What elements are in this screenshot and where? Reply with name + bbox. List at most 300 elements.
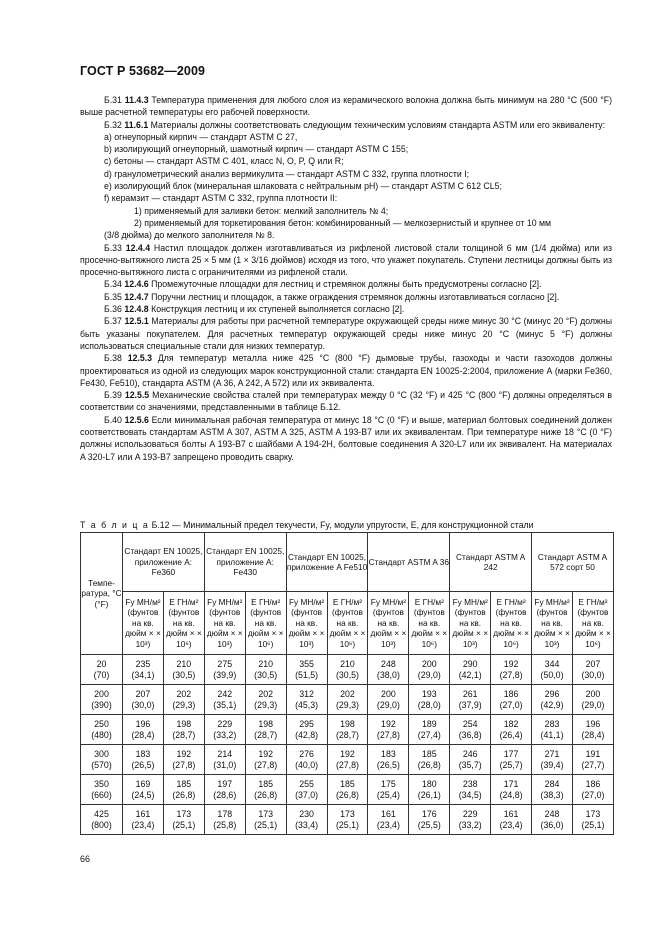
paragraph-b31 — [80, 94, 612, 119]
si-value: 173 — [258, 809, 274, 820]
imperial-value: (27,8) — [172, 759, 196, 770]
fy-value-cell — [450, 805, 491, 835]
si-value: 198 — [258, 719, 274, 730]
paragraph-b39 — [80, 389, 612, 414]
clause-text: Температура применения для любого слоя из керамического волокна должна быть минимум на 280 °С (500 °F) выше расчетной температуры его рабочей поверхности. — [80, 95, 613, 118]
imperial-value: (37,0) — [295, 789, 319, 800]
fy-value-cell — [204, 775, 245, 805]
fy-value-cell — [450, 655, 491, 685]
temperature-cell — [81, 805, 123, 835]
si-value: 283 — [544, 719, 560, 730]
imperial-value: (29,0) — [417, 669, 441, 680]
imperial-value: (29,3) — [335, 699, 359, 710]
e-value-cell — [491, 715, 532, 745]
group-header: Стандарт EN 10025, приложение A: Fe360 — [123, 533, 205, 592]
temperature-f: (70) — [93, 669, 110, 680]
imperial-value: (25,4) — [376, 789, 400, 800]
si-value: 185 — [176, 779, 192, 790]
clause-text: Поручни лестниц и площадок, а также ограждения стремянок должны изготавливаться согласно [2]. — [148, 291, 560, 302]
clause-number: Б.34 — [104, 279, 122, 290]
imperial-value: (50,0) — [540, 669, 564, 680]
si-value: 229 — [217, 719, 233, 730]
clause-ref: 12.5.1 — [124, 316, 149, 327]
si-value: 182 — [503, 719, 519, 730]
paragraph-b36 — [80, 303, 612, 315]
si-value: 261 — [462, 689, 478, 700]
e-value-cell — [163, 655, 204, 685]
fy-value-cell — [204, 745, 245, 775]
si-value: 192 — [340, 749, 355, 760]
si-value: 185 — [258, 779, 274, 790]
e-value-cell — [327, 805, 368, 835]
si-value: 200 — [421, 659, 437, 670]
si-value: 185 — [340, 779, 355, 790]
table-caption — [80, 519, 620, 531]
paragraph-b40 — [80, 414, 612, 463]
paragraph-b32 — [80, 119, 612, 131]
si-value: 296 — [544, 689, 560, 700]
fy-value-cell — [286, 775, 327, 805]
e-value-cell — [245, 715, 286, 745]
fy-value-cell — [204, 655, 245, 685]
fy-value-cell — [368, 685, 409, 715]
imperial-value: (28,7) — [335, 729, 359, 740]
clause-ref: 12.4.7 — [124, 291, 149, 302]
imperial-value: (25,1) — [172, 819, 196, 830]
imperial-value: (23,4) — [499, 819, 523, 830]
imperial-value: (26,5) — [376, 759, 400, 770]
body-text — [80, 94, 612, 463]
si-value: 210 — [176, 659, 192, 670]
imperial-value: (24,8) — [499, 789, 523, 800]
fy-value-cell — [123, 775, 164, 805]
clause-ref: 12.4.4 — [125, 242, 151, 253]
fy-header: Fy МН/м² (фунтов на кв. дюйм × × 10³) — [204, 592, 245, 655]
imperial-value: (30,5) — [254, 669, 278, 680]
imperial-value: (26,5) — [131, 759, 155, 770]
imperial-value: (27,8) — [376, 729, 400, 740]
imperial-value: (30,5) — [172, 669, 196, 680]
e-value-cell — [327, 775, 368, 805]
imperial-value: (51,5) — [295, 669, 319, 680]
imperial-value: (28,7) — [172, 729, 196, 740]
sub-list-item-continuation: (3/8 дюйма) до мелкого заполнителя № 8. — [104, 230, 275, 241]
si-value: 189 — [421, 719, 437, 730]
imperial-value: (38,3) — [540, 789, 564, 800]
e-value-cell — [327, 715, 368, 745]
table-row — [81, 805, 614, 835]
temperature-c: 20 — [96, 659, 107, 670]
clause-ref: 12.5.6 — [124, 414, 149, 425]
si-value: 193 — [421, 689, 437, 700]
imperial-value: (35,7) — [458, 759, 482, 770]
temperature-header: Темпе-ратура, °С (°F) — [81, 533, 123, 655]
e-value-cell — [572, 685, 613, 715]
clause-text: Материалы для работы при расчетной температуре окружающей среды ниже минус 30 °С (минус 20 °F) должны быть указаны покупателем. Для расчетных температур окружающей среды ниже минус 20 °С (минус 5 °F) должны использоваться специальные стали для низких температур. — [80, 316, 612, 351]
si-value: 197 — [217, 779, 233, 790]
e-value-cell — [491, 655, 532, 685]
e-value-cell — [245, 685, 286, 715]
imperial-value: (38,0) — [376, 669, 400, 680]
table-body — [81, 655, 614, 835]
imperial-value: (23,4) — [131, 819, 155, 830]
e-header: E ГН/м² (фунтов на кв. дюйм × × 10⁶) — [245, 592, 286, 655]
imperial-value: (29,0) — [376, 699, 400, 710]
clause-number: Б.31 — [104, 95, 122, 105]
clause-text: Механические свойства сталей при температурах между 0 °С (32 °F) и 425 °С (800 °F) должны определяться в соответствии со значениями, представленными в таблице Б.12. — [80, 390, 612, 413]
fy-value-cell — [532, 715, 573, 745]
clause-ref: 11.4.3 — [124, 95, 149, 105]
e-value-cell — [327, 745, 368, 775]
si-value: 192 — [176, 749, 192, 760]
si-value: 295 — [299, 719, 314, 730]
si-value: 248 — [381, 659, 396, 670]
imperial-value: (27,7) — [581, 759, 605, 770]
table-row — [81, 655, 614, 685]
imperial-value: (26,1) — [417, 789, 441, 800]
imperial-value: (37,9) — [458, 699, 482, 710]
si-value: 176 — [421, 809, 437, 820]
si-value: 344 — [544, 659, 560, 670]
list-item: c) бетоны — стандарт ASTM C 401, класс N, O, P, Q или R; — [104, 156, 344, 167]
si-value: 202 — [176, 689, 192, 700]
clause-number: Б.32 — [104, 119, 122, 130]
si-value: 192 — [258, 749, 274, 760]
imperial-value: (39,4) — [540, 759, 564, 770]
imperial-value: (27,4) — [417, 729, 441, 740]
fy-value-cell — [450, 775, 491, 805]
fy-value-cell — [532, 805, 573, 835]
paragraph-b37 — [80, 315, 612, 352]
fy-value-cell — [532, 745, 573, 775]
temperature-c: 250 — [94, 719, 109, 730]
fy-header: Fy МН/м² (фунтов на кв. дюйм × × 10³) — [532, 592, 573, 655]
imperial-value: (33,4) — [295, 819, 319, 830]
si-value: 192 — [381, 719, 396, 730]
e-value-cell — [163, 805, 204, 835]
paragraph-b38 — [80, 352, 612, 389]
e-value-cell — [409, 685, 450, 715]
e-value-cell — [572, 655, 613, 685]
si-value: 238 — [462, 779, 478, 790]
clause-ref: 11.6.1 — [124, 119, 149, 130]
si-value: 246 — [462, 749, 478, 760]
temperature-cell — [81, 685, 123, 715]
e-header: E ГН/м² (фунтов на кв. дюйм × × 10⁶) — [491, 592, 532, 655]
imperial-value: (27,8) — [254, 759, 278, 770]
page-number: 66 — [80, 854, 91, 864]
imperial-value: (30,5) — [335, 669, 359, 680]
si-value: 207 — [585, 659, 601, 670]
e-value-cell — [245, 655, 286, 685]
clause-number: Б.36 — [104, 304, 122, 315]
imperial-value: (42,1) — [458, 669, 482, 680]
imperial-value: (28,7) — [254, 729, 278, 740]
imperial-value: (29,3) — [172, 699, 196, 710]
fy-value-cell — [286, 745, 327, 775]
si-value: 196 — [135, 719, 151, 730]
e-value-cell — [409, 745, 450, 775]
fy-value-cell — [368, 655, 409, 685]
temperature-cell — [81, 745, 123, 775]
clause-number: Б.35 — [104, 291, 122, 302]
si-value: 202 — [258, 689, 274, 700]
si-value: 180 — [421, 779, 437, 790]
fy-value-cell — [368, 775, 409, 805]
e-value-cell — [163, 775, 204, 805]
clause-ref: 12.4.8 — [124, 304, 149, 315]
clause-number: Б.40 — [104, 414, 122, 425]
si-value: 210 — [340, 659, 355, 670]
table-caption-prefix: Т а б л и ц а — [80, 520, 150, 530]
si-value: 248 — [544, 809, 560, 820]
fy-value-cell — [286, 685, 327, 715]
list-item: b) изолирующий огнеупорный, шамотный кирпич — стандарт ASTM C 155; — [104, 144, 409, 155]
imperial-value: (45,3) — [295, 699, 319, 710]
sub-list-item: 1) применяемый для заливки бетон: мелкий заполнитель № 4; — [134, 205, 389, 216]
fy-value-cell — [368, 715, 409, 745]
clause-number: Б.33 — [104, 242, 122, 253]
e-value-cell — [245, 805, 286, 835]
clause-number: Б.38 — [104, 353, 122, 364]
si-value: 255 — [299, 779, 314, 790]
temperature-f: (570) — [91, 759, 112, 770]
fy-value-cell — [123, 655, 164, 685]
si-value: 200 — [381, 689, 396, 700]
si-value: 214 — [217, 749, 233, 760]
clause-ref: 12.5.5 — [124, 390, 150, 401]
e-value-cell — [245, 745, 286, 775]
si-value: 196 — [585, 719, 601, 730]
imperial-value: (30,0) — [581, 669, 605, 680]
imperial-value: (33,2) — [458, 819, 482, 830]
imperial-value: (40,0) — [295, 759, 319, 770]
imperial-value: (35,1) — [213, 699, 237, 710]
clause-text: Конструкция лестниц и их ступеней выполняется согласно [2]. — [148, 304, 405, 315]
clause-number: Б.37 — [104, 316, 122, 327]
si-value: 242 — [217, 689, 233, 700]
si-value: 229 — [462, 809, 478, 820]
fy-value-cell — [123, 685, 164, 715]
imperial-value: (25,1) — [581, 819, 605, 830]
imperial-value: (24,5) — [131, 789, 155, 800]
temperature-cell — [81, 715, 123, 745]
imperial-value: (36,8) — [458, 729, 482, 740]
e-value-cell — [245, 775, 286, 805]
fy-value-cell — [532, 685, 573, 715]
e-value-cell — [327, 685, 368, 715]
e-value-cell — [572, 805, 613, 835]
imperial-value: (28,4) — [131, 729, 155, 740]
e-value-cell — [163, 745, 204, 775]
clause-text: Если минимальная рабочая температура от минус 18 °С (0 °F) и выше, материал болтовых соединений должен соответствовать стандартам ASTM A 307, ASTM A 325, ASTM A 193-B7 или их эквивалентам. При температуре ниже 18 °С (0 °F) должны использоваться болты A 193-B7 с шайбами A 194-2H, болтовые соединения A 320-L7 или их эквивалент. На материалах A 320-L7 или A 193-B7 запрещено проводить сварку. — [80, 414, 612, 462]
fy-value-cell — [123, 745, 164, 775]
si-value: 271 — [544, 749, 560, 760]
temperature-c: 350 — [94, 779, 109, 790]
fy-value-cell — [204, 715, 245, 745]
fy-header: Fy МН/м² (фунтов на кв. дюйм × × 10³) — [286, 592, 327, 655]
si-value: 173 — [585, 809, 601, 820]
si-value: 355 — [299, 659, 314, 670]
si-value: 198 — [176, 719, 192, 730]
si-value: 202 — [340, 689, 355, 700]
e-header: E ГН/м² (фунтов на кв. дюйм × × 10⁶) — [572, 592, 613, 655]
si-value: 161 — [503, 809, 519, 820]
imperial-value: (28,0) — [417, 699, 441, 710]
clause-ref: 12.5.3 — [127, 353, 153, 364]
e-header: E ГН/м² (фунтов на кв. дюйм × × 10⁶) — [409, 592, 450, 655]
si-value: 312 — [299, 689, 314, 700]
sub-list-item: 2) применяемый для торкетирования бетон: комбинированный — мелкозернистый и крупнее от 10 мм — [134, 217, 552, 228]
imperial-value: (23,4) — [376, 819, 400, 830]
e-value-cell — [327, 655, 368, 685]
fy-value-cell — [123, 805, 164, 835]
si-value: 254 — [462, 719, 478, 730]
imperial-value: (34,5) — [458, 789, 482, 800]
si-value: 276 — [299, 749, 314, 760]
imperial-value: (42,9) — [540, 699, 564, 710]
list-item: d) гранулометрический анализ вермикулита — стандарт ASTM C 332, группа плотности I; — [104, 168, 470, 179]
paragraph-b34 — [80, 278, 612, 290]
temperature-f: (660) — [91, 789, 112, 800]
si-value: 210 — [258, 659, 274, 670]
group-header: Стандарт EN 10025, приложение A: Fe430 — [204, 533, 286, 592]
imperial-value: (25,1) — [254, 819, 278, 830]
si-value: 161 — [135, 809, 151, 820]
si-value: 284 — [544, 779, 560, 790]
clause-text: Материалы должны соответствовать следующим техническим условиям стандарта ASTM или его эквиваленту: — [148, 119, 606, 130]
table-caption-text: Б.12 — Минимальный предел текучести, Fy, модули упругости, E, для конструкционной стали — [149, 520, 534, 530]
imperial-value: (27,0) — [581, 789, 605, 800]
si-value: 175 — [381, 779, 396, 790]
temperature-c: 200 — [94, 689, 109, 700]
imperial-value: (25,7) — [499, 759, 523, 770]
imperial-value: (30,0) — [131, 699, 155, 710]
fy-value-cell — [204, 685, 245, 715]
clause-text: Настил площадок должен изготавливаться из рифленой листовой стали толщиной 6 мм (1/4 дюйма) или из просечно-вытяжного листа 25 × 5 мм (1 × 3/16 дюймов) исходя из того, что укажет покупатель. Ступени лестницы должны быть из просечно-вытяжного листа с ограничителями из рифленой стали. — [80, 242, 612, 278]
imperial-value: (31,0) — [213, 759, 237, 770]
e-value-cell — [409, 775, 450, 805]
si-value: 173 — [340, 809, 355, 820]
imperial-value: (26,4) — [499, 729, 523, 740]
imperial-value: (41,1) — [540, 729, 564, 740]
fy-value-cell — [532, 655, 573, 685]
fy-value-cell — [368, 745, 409, 775]
si-value: 275 — [217, 659, 233, 670]
imperial-value: (27,8) — [335, 759, 359, 770]
imperial-value: (26,8) — [335, 789, 359, 800]
fy-header: Fy МН/м² (фунтов на кв. дюйм × × 10³) — [368, 592, 409, 655]
imperial-value: (27,0) — [499, 699, 523, 710]
clause-text: Для температур металла ниже 425 °С (800 °F) дымовые трубы, газоходы и части газоходов должны проектироваться из одной из следующих марок конструкционной стали: стандарта EN 10025-2:2004, приложение А (марки Fe360, Fe430, Fe510), стандарта ASTM (A 36, A 242, A 572) или их эквивалента. — [80, 353, 612, 388]
fy-value-cell — [286, 805, 327, 835]
fy-value-cell — [450, 715, 491, 745]
e-value-cell — [163, 685, 204, 715]
imperial-value: (25,5) — [417, 819, 441, 830]
temperature-f: (480) — [91, 729, 112, 740]
e-value-cell — [409, 655, 450, 685]
fy-value-cell — [286, 655, 327, 685]
si-value: 186 — [503, 689, 519, 700]
e-value-cell — [491, 775, 532, 805]
e-value-cell — [491, 745, 532, 775]
si-value: 192 — [503, 659, 519, 670]
e-value-cell — [572, 715, 613, 745]
e-value-cell — [572, 745, 613, 775]
imperial-value: (26,8) — [254, 789, 278, 800]
table-row — [81, 745, 614, 775]
e-value-cell — [491, 805, 532, 835]
si-value: 230 — [299, 809, 314, 820]
si-value: 169 — [135, 779, 151, 790]
list-item: f) керамзит — стандарт ASTM C 332, группа плотности II: — [104, 193, 338, 204]
si-value: 191 — [585, 749, 601, 760]
e-header: E ГН/м² (фунтов на кв. дюйм × × 10⁶) — [327, 592, 368, 655]
si-value: 177 — [503, 749, 519, 760]
imperial-value: (25,1) — [335, 819, 359, 830]
imperial-value: (39,9) — [213, 669, 237, 680]
si-value: 198 — [340, 719, 355, 730]
clause-text: Промежуточные площадки для лестниц и стремянок должны быть предусмотрены согласно [2]. — [148, 279, 542, 290]
si-value: 290 — [462, 659, 478, 670]
imperial-value: (34,1) — [131, 669, 155, 680]
si-value: 171 — [503, 779, 519, 790]
imperial-value: (28,4) — [581, 729, 605, 740]
temperature-cell — [81, 655, 123, 685]
group-header: Стандарт ASTM A 36 — [368, 533, 450, 592]
si-value: 185 — [421, 749, 437, 760]
e-value-cell — [491, 685, 532, 715]
table-row — [81, 715, 614, 745]
list-item: a) огнеупорный кирпич — стандарт ASTM C 27, — [104, 131, 298, 142]
temperature-c: 300 — [94, 749, 109, 760]
document-header: ГОСТ Р 53682—2009 — [80, 64, 206, 78]
si-value: 183 — [135, 749, 151, 760]
imperial-value: (36,0) — [540, 819, 564, 830]
si-value: 183 — [381, 749, 396, 760]
temperature-f: (800) — [91, 819, 112, 830]
si-value: 235 — [135, 659, 151, 670]
imperial-value: (26,8) — [172, 789, 196, 800]
clause-ref: 12.4.6 — [124, 279, 149, 290]
fy-header: Fy МН/м² (фунтов на кв. дюйм × × 10³) — [450, 592, 491, 655]
fy-value-cell — [368, 805, 409, 835]
si-value: 207 — [135, 689, 151, 700]
e-value-cell — [409, 805, 450, 835]
fy-value-cell — [450, 745, 491, 775]
fy-value-cell — [204, 805, 245, 835]
fy-value-cell — [123, 715, 164, 745]
imperial-value: (26,8) — [417, 759, 441, 770]
table-row — [81, 775, 614, 805]
list-item: e) изолирующий блок (минеральная шлаковата с нейтральным pH) — стандарт ASTM C 612 CL5; — [104, 181, 502, 192]
si-value: 161 — [381, 809, 396, 820]
e-value-cell — [163, 715, 204, 745]
fy-value-cell — [286, 715, 327, 745]
paragraph-b33 — [80, 242, 612, 279]
imperial-value: (33,2) — [213, 729, 237, 740]
fy-value-cell — [450, 685, 491, 715]
group-header: Стандарт EN 10025, приложение A Fe510 — [286, 533, 368, 592]
temperature-cell — [81, 775, 123, 805]
si-value: 178 — [217, 809, 233, 820]
temperature-c: 425 — [94, 809, 109, 820]
imperial-value: (28,6) — [213, 789, 237, 800]
table-row — [81, 685, 614, 715]
clause-number: Б.39 — [104, 390, 122, 401]
imperial-value: (29,0) — [581, 699, 605, 710]
steel-properties-table — [80, 532, 614, 835]
